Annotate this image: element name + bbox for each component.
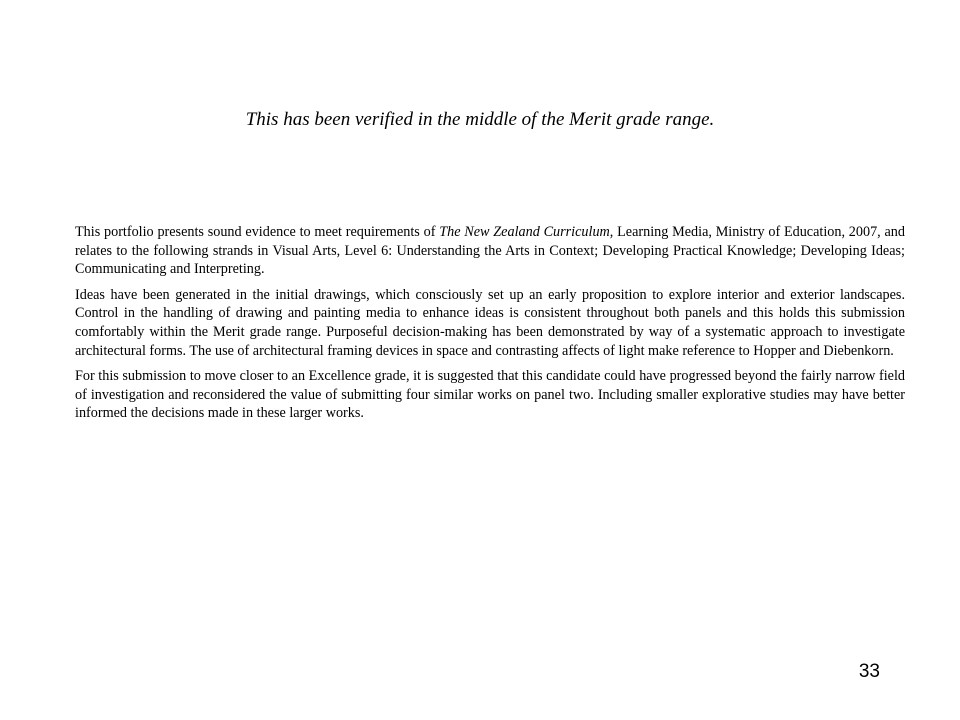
paragraph-curriculum-start: This portfolio presents sound evidence to meet requirements of [75, 224, 440, 240]
body-text [75, 223, 905, 430]
paragraph-excellence: For this submission to move closer to an Excellence grade, it is suggested that this candidate could have progressed beyond the fairly narrow field of investigation and reconsidered the value of submitting four similar works on panel two. Including smaller explorative studies may have better informed the decisions made in these larger works. [75, 368, 905, 422]
page-title: This has been verified in the middle of the Merit grade range. [245, 109, 715, 130]
paragraph-curriculum [75, 223, 905, 279]
paragraph-ideas: Ideas have been generated in the initial drawings, which consciously set up an early proposition to explore interior and exterior landscapes. Control in the handling of drawing and painting media to enhance ideas is consistent throughout both panels and this holds this submission comfortably within the Merit grade range. Purposeful decision-making has been demonstrated by way of a systematic approach to investigate architectural forms. The use of architectural framing devices in space and contrasting affects of light make reference to Hopper and Diebenkorn. [75, 286, 905, 359]
curriculum-title: The New Zealand Curriculum [439, 224, 610, 240]
paragraph-curriculum-end: , Learning Media, Ministry of Education, 2007, and relates to the following strands in Visual Arts, Level 6: Understanding the Arts in Context; Developing Practical Knowledge; Developing Ideas; Communicating and Interpreting. [75, 224, 905, 278]
page-number: 33 [858, 661, 880, 682]
